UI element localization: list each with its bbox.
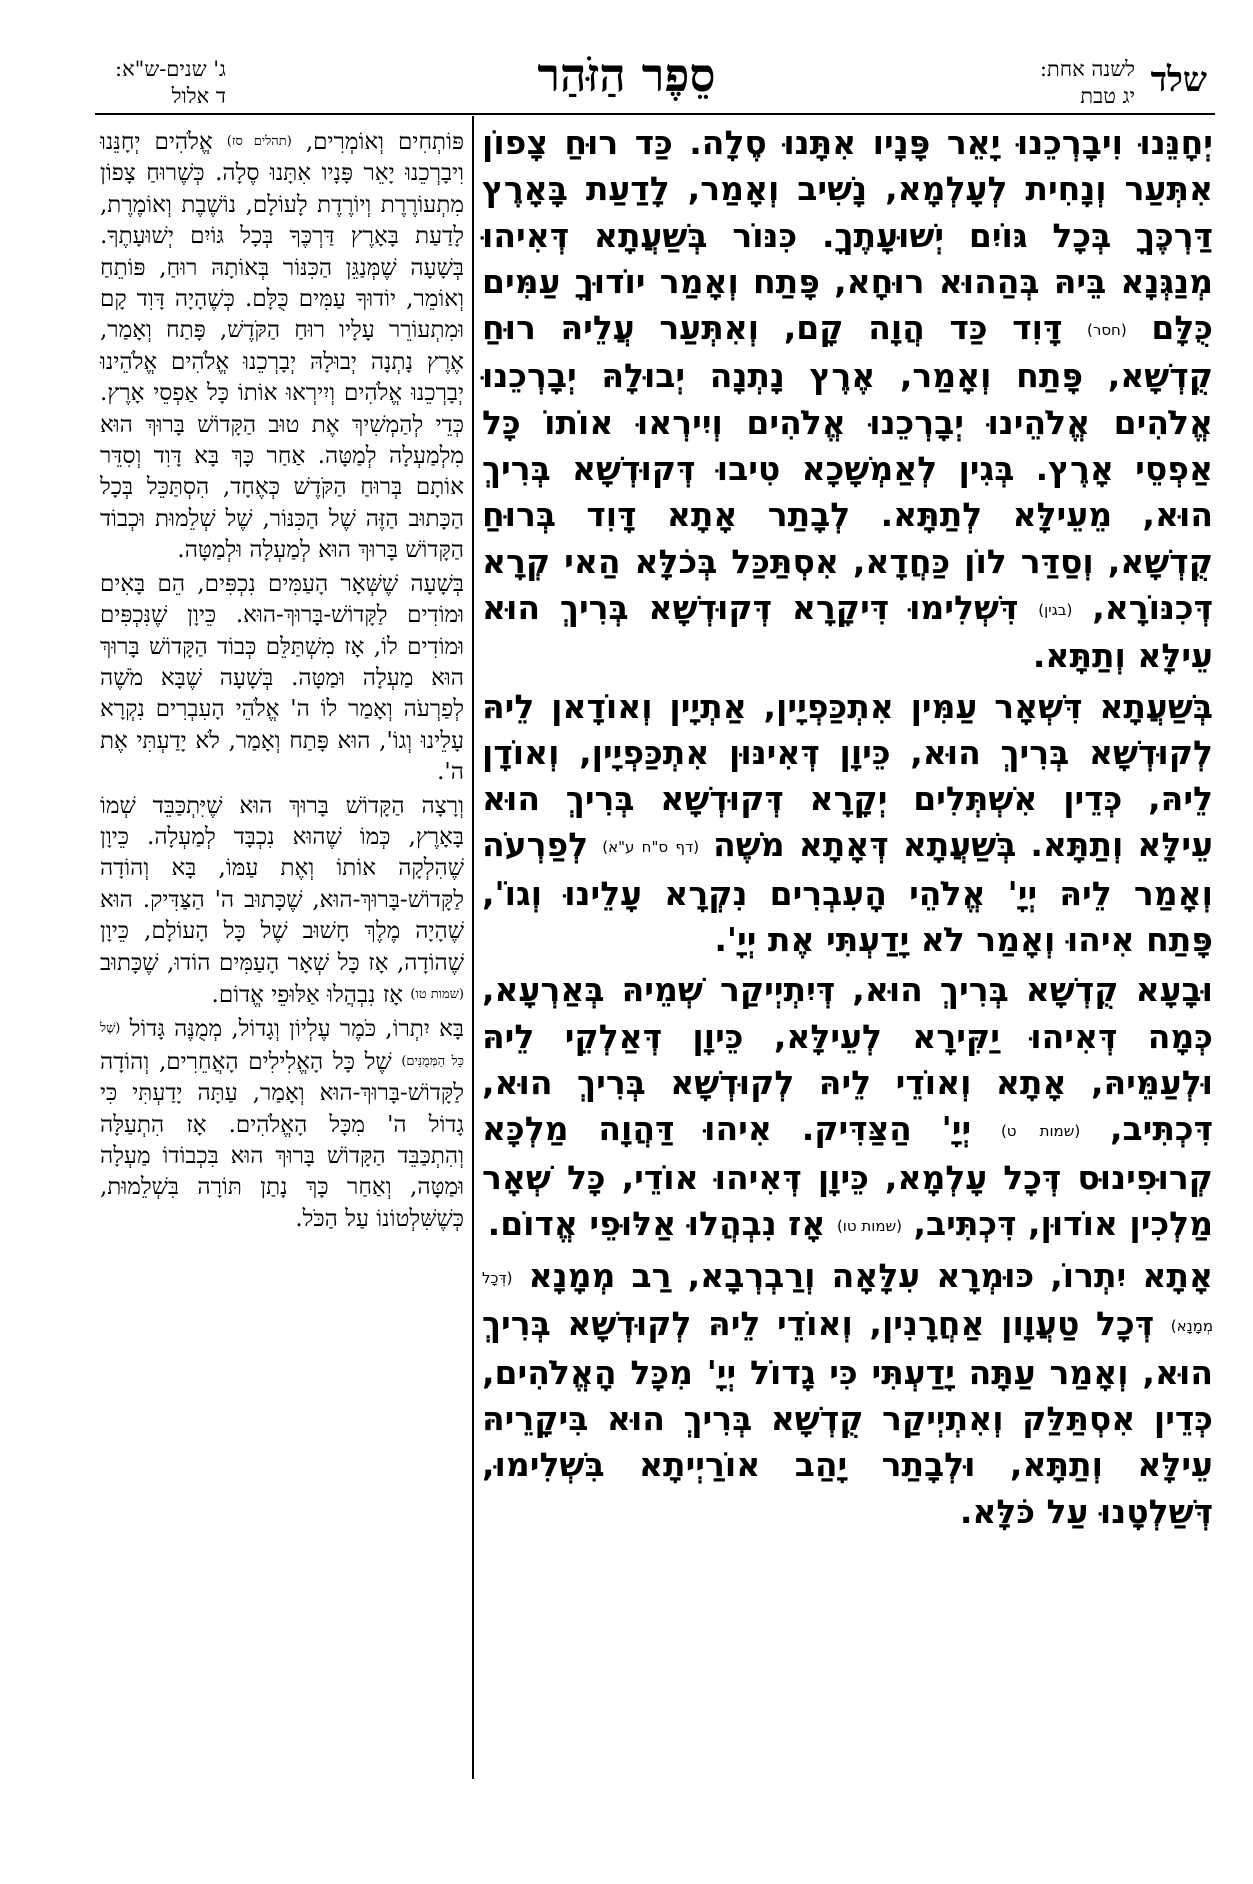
text-segment: וְרָצָה הַקָּדוֹשׁ בָּרוּךְ הוּא שֶׁיִּתְכַּבֵּד שְׁמוֹ בָּאָרֶץ, כְּמוֹ שֶׁהוּא נִכְבָּד לְמַעְלָה. כֵּיוָן שֶׁהִלְקָה אוֹתוֹ וְאֶת עַמּוֹ, בָּא וְהוֹדָה לַקָּדוֹשׁ-בָּרוּךְ-הוּא, שֶׁכָּתוּב ה' הַצַּדִּיק. הוּא שֶׁהָיָה מֶלֶךְ חָשׁוּב שֶׁל כָּל הָעוֹלָם, כֵּיוָן שֶׁהוֹדָה, אָז כָּל שְׁאָר הָעַמִּים הוֹדוּ, שֶׁכָּתוּב (100, 792, 464, 976)
source-reference: (תהלים סז) (226, 134, 292, 149)
source-reference: (חסר) (1087, 321, 1127, 340)
aramaic-main-column (482, 120, 1213, 1535)
main-paragraph (482, 1253, 1213, 1535)
text-segment: שֶׁל כָּל הָאֱלִילִים הָאֲחֵרִים, וְהוֹדָה לַקָּדוֹשׁ-בָּרוּךְ-הוּא וְאָמַר, עַתָּה יָדַעְתִּי כִּי גָדוֹל ה' מִכָּל הָאֱלֹהִים. אָז הִתְעַלָּה וְהִתְכַּבֵּד הַקָּדוֹשׁ בָּרוּךְ הוּא בִּכְבוֹדוֹ מַעְלָה וּמַטָּה, וְאַחַר כָּךְ נָתַן תּוֹרָה בִּשְׁלֵמוּת, כְּשֶׁשִּׁלְטוֹנוֹ עַל הַכֹּל. (100, 1048, 464, 1232)
three-year-schedule-date: ד אלול (171, 84, 226, 108)
text-segment: לְפַרְעֹה וְאָמַר לֵיהּ יְיָ' אֱלֹהֵי הָעִבְרִים נִקְרָא עָלֵינוּ וְגוֹ', פָּתַח אִיהוּ וְאָמַר לֹא יָדַעְתִּי אֶת יְיָ'. (482, 825, 1213, 960)
header-rule (95, 113, 1215, 115)
main-paragraph (482, 967, 1213, 1249)
main-paragraph (482, 120, 1213, 680)
page-number: שלד (1150, 60, 1207, 100)
three-year-schedule (115, 56, 226, 110)
source-reference: (שֶׁל כָּל הַמְּמֻנִּים) (100, 1021, 464, 1069)
translation-paragraph (100, 791, 464, 1012)
three-year-schedule-label: ג' שנים-ש"א: (115, 57, 226, 81)
source-reference: (דף ס"ח ע"א) (602, 838, 700, 857)
text-segment: אָז נִבְהֲלוּ אַלּוּפֵי אֱדוֹם. (211, 981, 404, 1008)
translation-paragraph (100, 1013, 464, 1235)
text-segment: בָּא יִתְרוֹ, כֹּמֶר עֶלְיוֹן וְגָדוֹל, מְמֻנֶּה גָּדוֹל (129, 1016, 464, 1043)
main-paragraph (482, 684, 1213, 964)
text-segment: אָתָא יִתְרוֹ, כּוּמְרָא עִלָּאָה וְרַבְרְבָא, רַב מְמָנָא (528, 1256, 1213, 1296)
translation-paragraph (100, 126, 464, 567)
source-reference: (שמות טו) (410, 986, 464, 1002)
text-segment: יְיָ' הַצַּדִּיק. אִיהוּ דַּהֲוָה מַלְכָּא קְרוּפִינוּס דְּכָל עָלְמָא, כֵּיוָן דְּאִיהוּ אוֹדֵי, כָּל שְׁאָר מַלְכִין אוֹדוּן, דִּכְתִּיב, (482, 1109, 1213, 1243)
text-segment: דָּוִד כַּד הֲוָה קָם, וְאִתְּעַר עֲלֵיהּ רוּחַ קֻדְשָׁא, פָּתַח וְאָמַר, אֶרֶץ נָתְנָה יְבוּלָהּ יְבָרְכֵנוּ אֱלֹהִים אֱלֹהֵינוּ יְבָרְכֵנוּ אֱלֹהִים וְיִירְאוּ אוֹתוֹ כָּל אַפְסֵי אָרֶץ. בְּגִין לְאַמְשָׁכָא טִיבוּ דְּקוּדְשָׁא בְּרִיךְ הוּא, מֵעֵילָּא לְתַתָּא. לְבָתַר אָתָא דָּוִד בְּרוּחַ קֻדְשָׁא, וְסַדַּר לוֹן כַּחֲדָא, אִסְתַּכַּל בְּכֹלָּא הַאי קְרָא דְּכִנּוֹרָא, (482, 308, 1213, 627)
book-title: סֵפֶר הַזֹּהַר (537, 48, 716, 102)
source-reference: (דְּכָל מְמָנָא) (482, 1269, 1214, 1336)
text-segment: וּבָעָא קֻדְשָׁא בְּרִיךְ הוּא, דְּיִתְיְיקַר שְׁמֵיהּ בְּאַרְעָא, כְּמָה דְּאִיהוּ יַקִּירָא לְעֵילָּא, כֵּיוָן דְּאַלְקֵי לֵיהּ וּלְעַמֵּיהּ, אָתָא וְאוֹדֵי לֵיהּ לְקוּדְשָׁא בְּרִיךְ הוּא, דִּכְתִּיב, (482, 970, 1213, 1149)
source-reference: (בגין) (1038, 600, 1073, 619)
translation-paragraph (100, 569, 464, 789)
text-segment: בְּשַׁעֲתָא דִּשְׁאָר עַמִּין אִתְכַּפְיָין, אַתְיָין וְאוֹדָאן לֵיהּ לְקוּדְשָׁא בְּרִיךְ הוּא, כֵּיוָן דְּאִינּוּן אִתְכַּפְיָין, וְאוֹדָן לֵיהּ, כְּדֵין אִשְׁתְּלִים יְקָרָא דְּקוּדְשָׁא בְּרִיךְ הוּא עֵילָּא וְתַתָּא. בְּשַׁעֲתָא דְּאָתָא מֹשֶׁה (482, 686, 1213, 865)
hebrew-translation-column (100, 126, 464, 1235)
text-segment: אֱלֹהִים יְחָנֵּנוּ וִיבָרְכֵנוּ יָאֵר פָּנָיו אִתָּנוּ סֶלָה. כְּשֶׁרוּחַ צָפוֹן מִתְעוֹרֶרֶת וְיוֹרֶדֶת לָעוֹלָם, נוֹשֶׁבֶת וְאוֹמֶרֶת, לָדַעַת בָּאָרֶץ דַּרְכֶּךָ בְּכָל גּוֹיִם יְשׁוּעָתֶךָ. בְּשָׁעָה שֶׁמְּנַגֵּן הַכִּנּוֹר בְּאוֹתָהּ רוּחַ, פּוֹתֵחַ וְאוֹמֵר, יוֹדוּךָ עַמִּים כֻּלָּם. כְּשֶׁהָיָה דָּוִד קָם וּמִתְעוֹרֵר עָלָיו רוּחַ הַקֹּדֶשׁ, פָּתַח וְאָמַר, אֶרֶץ נָתְנָה יְבוּלָהּ יְבָרְכֵנוּ אֱלֹהִים אֱלֹהֵינוּ יְבָרְכֵנוּ אֱלֹהִים וְיִירְאוּ אוֹתוֹ כָּל אַפְסֵי אָרֶץ. כְּדֵי לְהַמְשִׁיךְ אֶת טוּב הַקָּדוֹשׁ בָּרוּךְ הוּא מִלְמַעְלָה לְמַטָּה. אַחַר כָּךְ בָּא דָּוִד וְסִדֵּר אוֹתָם בְּרוּחַ הַקֹּדֶשׁ כְּאֶחָד, הִסְתַּכֵּל בְּכָל הַכָּתוּב הַזֶּה שֶׁל הַכִּנּוֹר, שֶׁל שְׁלֵמוּת וּכְבוֹד הַקָּדוֹשׁ בָּרוּךְ הוּא לְמַעְלָה וּלְמַטָּה. (100, 129, 464, 564)
yearly-schedule-date: יג טבת (1080, 84, 1135, 108)
text-segment: דִּשְׁלִימוּ דִּיקָרָא דְּקוּדְשָׁא בְּרִיךְ הוּא עֵילָּא וְתַתָּא. (482, 587, 1213, 676)
source-reference: (שמות ט) (1000, 1122, 1081, 1141)
text-segment: פּוֹתְחִים וְאוֹמְרִים, (305, 129, 465, 155)
text-segment: דְּכָל טַעֲוָון אַחֲרָנִין, וְאוֹדֵי לֵיהּ לְקוּדְשָׁא בְּרִיךְ הוּא, וְאָמַר עַתָּה יָדַעְתִּי כִּי גָדוֹל יְיָ' מִכָּל הָאֱלֹהִים, כְּדֵין אִסְתַּלַּק וְאִתְיְיקַר קֻדְשָׁא בְּרִיךְ הוּא בִּיקָרֵיהּ עֵילָּא וְתַתָּא, וּלְבָתַר יָהַב אוֹרַיְיתָא בִּשְׁלִימוּ, דְּשַׁלְטָנוּ עַל כֹּלָּא. (482, 1304, 1213, 1531)
text-segment: בְּשָׁעָה שֶׁשְּׁאָר הָעַמִּים נִכְפִּים, הֵם בָּאִים וּמוֹדִים לַקָּדוֹשׁ-בָּרוּךְ-הוּא. כֵּיוָן שֶׁנִּכְפִּים וּמוֹדִים לוֹ, אָז מִשְׁתַּלֵּם כְּבוֹד הַקָּדוֹשׁ בָּרוּךְ הוּא מַעְלָה וּמַטָּה. בְּשָׁעָה שֶׁבָּא מֹשֶׁה לְפַרְעֹה וְאָמַר לוֹ ה' אֱלֹהֵי הָעִבְרִים נִקְרָא עָלֵינוּ וְגוֹ', הוּא פָּתַח וְאָמַר, לֹא יָדַעְתִּי אֶת ה'. (100, 570, 464, 786)
yearly-schedule-label: לשנה אחת: (1039, 57, 1135, 81)
source-reference: (שמות טו) (836, 1216, 902, 1235)
text-segment: יְחָנֵּנוּ וִיבָרְכֵנוּ יָאֵר פָּנָיו אִתָּנוּ סֶלָה. כַּד רוּחַ צָפוֹן אִתְּעַר וְנָחִית לְעָלְמָא, נָשִׁיב וְאָמַר, לָדַעַת בָּאָרֶץ דַּרְכֶּךָ בְּכָל גּוֹיִם יְשׁוּעָתֶךָ. כִּנּוֹר בְּשַׁעֲתָא דְּאִיהוּ מְנַגְּנָא בֵּיהּ בְּהַהוּא רוּחָא, פָּתַח וְאָמַר יוֹדוּךָ עַמִּים כֻּלָּם (482, 123, 1213, 348)
text-segment: אָז נִבְהֲלוּ אַלּוּפֵי אֱדוֹם. (487, 1203, 826, 1243)
column-divider (472, 116, 474, 1779)
